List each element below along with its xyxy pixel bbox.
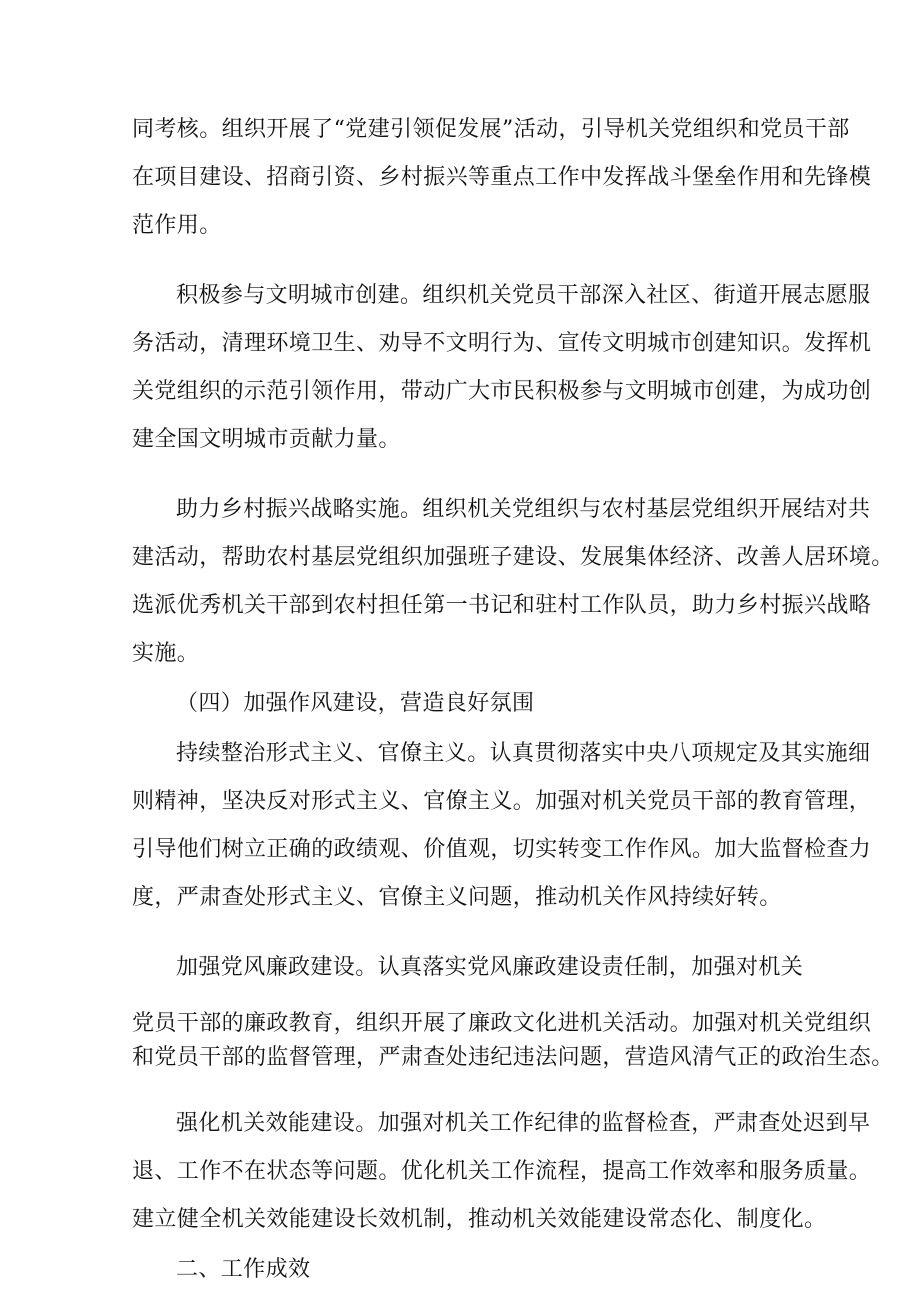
section-heading: （四）加强作风建设，营造良好氛围 — [176, 691, 535, 716]
text-line: 实施。 — [132, 641, 200, 666]
text-line: 和党员干部的监督管理，严肃查处违纪违法问题，营造风清气正的政治生态。 — [132, 1045, 894, 1070]
paragraph-start-line: 积极参与文明城市创建。组织机关党员干部深入社区、街道开展志愿服 — [176, 283, 871, 308]
text-line: 引导他们树立正确的政绩观、价值观，切实转变工作作风。加大监督检查力 — [132, 837, 872, 862]
text-line: 范作用。 — [132, 213, 222, 238]
paragraph-start-line: 助力乡村振兴战略实施。组织机关党组织与农村基层党组织开展结对共 — [176, 497, 871, 522]
paragraph-start-line: 强化机关效能建设。加强对机关工作纪律的监督检查，严肃查处迟到早 — [176, 1111, 871, 1136]
text-line: 务活动，清理环境卫生、劝导不文明行为、宣传文明城市创建知识。发挥机 — [132, 331, 872, 356]
text-line: 党员干部的廉政教育，组织开展了廉政文化进机关活动。加强对机关党组织 — [132, 1011, 872, 1036]
text-line: 度，严肃查处形式主义、官僚主义问题，推动机关作风持续好转。 — [132, 885, 782, 910]
section-heading: 二、工作成效 — [176, 1257, 311, 1282]
text-line: 建活动，帮助农村基层党组织加强班子建设、发展集体经济、改善人居环境。 — [132, 545, 894, 570]
text-line: 建立健全机关效能建设长效机制，推动机关效能建设常态化、制度化。 — [132, 1207, 827, 1232]
paragraph-start-line: 加强党风廉政建设。认真落实党风廉政建设责任制，加强对机关 — [176, 955, 804, 980]
text-line: 关党组织的示范引领作用，带动广大市民积极参与文明城市创建，为成功创 — [132, 379, 872, 404]
text-line: 建全国文明城市贡献力量。 — [132, 427, 401, 452]
text-line: 选派优秀机关干部到农村担任第一书记和驻村工作队员，助力乡村振兴战略 — [132, 593, 872, 618]
text-line: 在项目建设、招商引资、乡村振兴等重点工作中发挥战斗堡垒作用和先锋模 — [132, 165, 872, 190]
paragraph-start-line: 持续整治形式主义、官僚主义。认真贯彻落实中央八项规定及其实施细 — [176, 741, 871, 766]
text-line: 退、工作不在状态等问题。优化机关工作流程，提高工作效率和服务质量。 — [132, 1159, 872, 1184]
text-line: 则精神，坚决反对形式主义、官僚主义。加强对机关党员干部的教育管理， — [132, 789, 872, 814]
text-line: 同考核。组织开展了“党建引领促发展”活动，引导机关党组织和党员干部 — [132, 117, 850, 142]
